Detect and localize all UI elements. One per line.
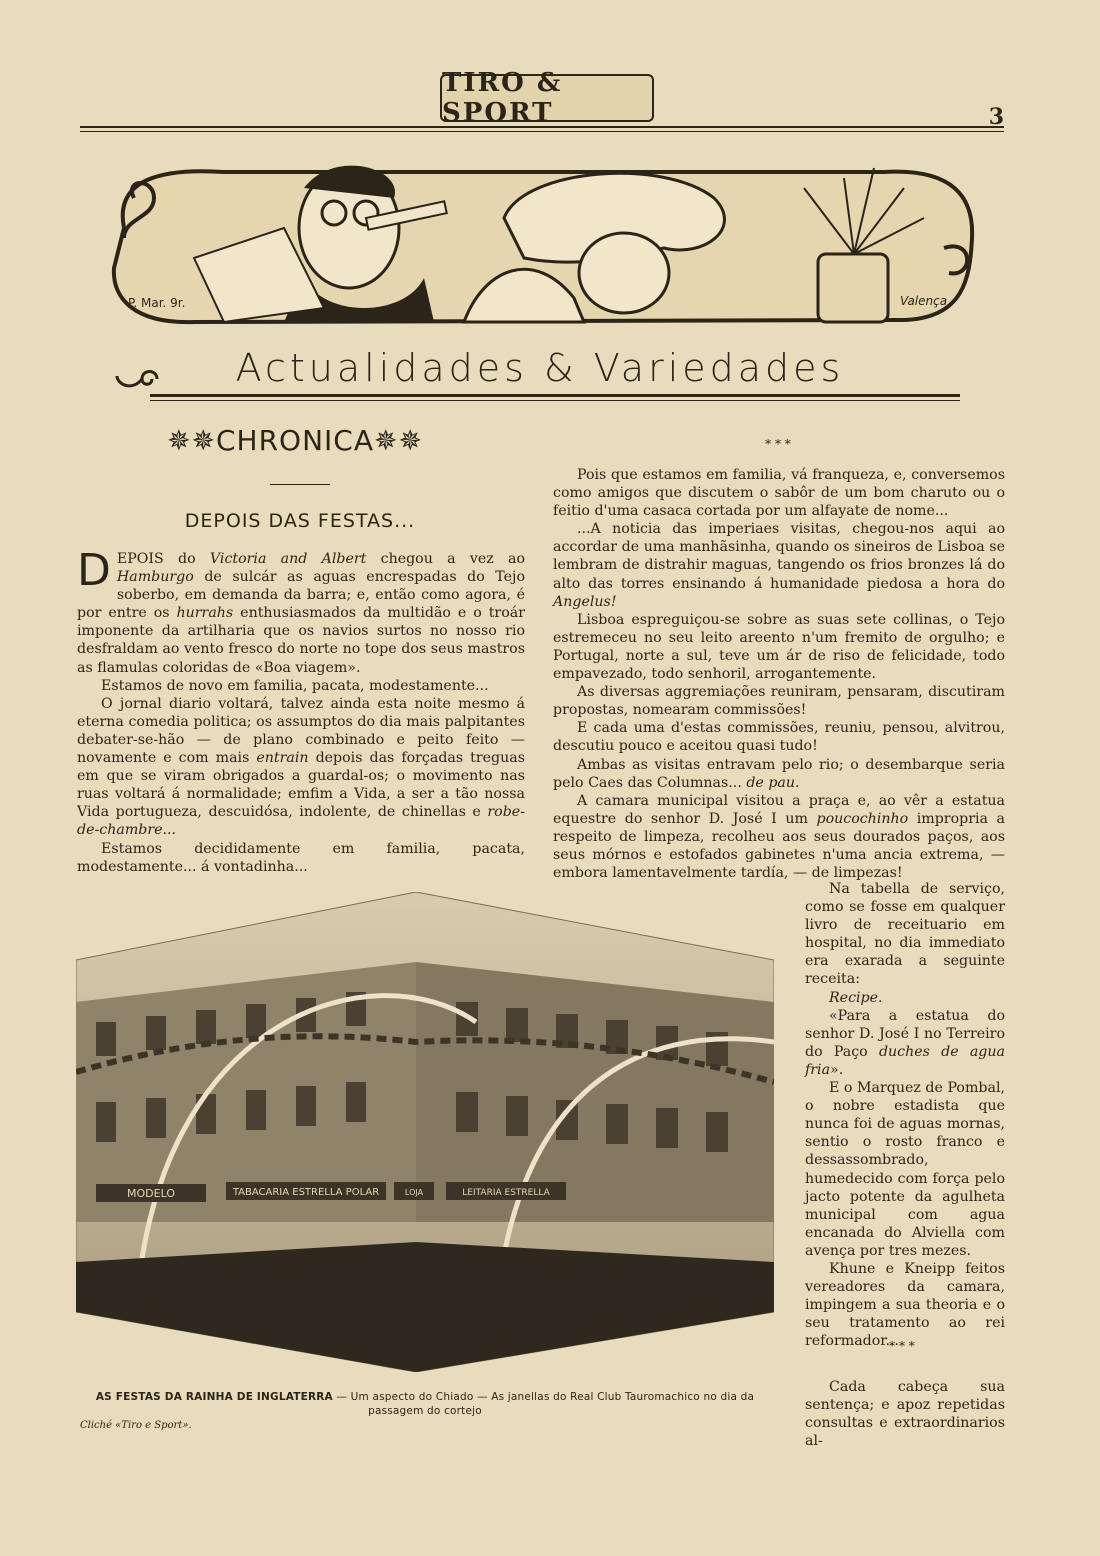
italic-text: duches de agua fria	[805, 1043, 1005, 1078]
header-rule-thin	[80, 131, 1004, 132]
artist-signature-left: P. Mar. 9r.	[128, 296, 186, 310]
swirl-ornament-icon	[112, 364, 162, 394]
section-rule	[150, 394, 960, 397]
asterism: * * *	[765, 437, 791, 451]
paragraph: Cada cabeça sua sentença; e apoz repetidas consultas e extraordinarios al-	[805, 1379, 1005, 1450]
paragraph: E o Marquez de Pombal, o nobre estadista que nunca foi de aguas mornas, sentio o rosto franco e dessassombrado, humedecido com força pelo jacto potente da agulheta municipal com agua encanada do Alviella com avença por tres mezes.	[805, 1080, 1005, 1259]
paragraph: E cada uma d'estas commissões, reuniu, pensou, alvitrou, descutiu pouco e aceitou quasi tudo!	[553, 720, 1005, 755]
text: impropria a respeito de limpeza, recolheu aos seus dourados paços, aos seus mórnos e estofados gabinetes n'uma ancia extrema, — embora lamentavelmente tardía, — de limpezas!	[553, 810, 1006, 882]
paragraph: As diversas aggremiações reuniram, pensaram, discutiram propostas, nomearam commissões!	[553, 684, 1005, 719]
italic-text: Victoria and Albert	[209, 551, 367, 567]
italic-text: robe-de-chambre...	[77, 804, 525, 839]
right-column-text	[553, 466, 1005, 882]
shop-sign: LOJA	[404, 1188, 424, 1197]
text: A camara municipal visitou a praça e, ao vêr a estatua equestre do senhor D. José I um	[553, 792, 1005, 827]
italic-text: Angelus!	[553, 593, 617, 610]
paragraph: Khune e Kneipp feitos vereadores da camara, impingem a sua theoria e o seu tratamento ao rei reformador...	[805, 1260, 1005, 1350]
italic-text: hurrahs	[176, 605, 234, 622]
italic-text: Recipe.	[829, 989, 883, 1006]
paragraph: Pois que estamos em familia, vá franqueza, e, conversemos como amigos que discutem o sabôr de um bom charuto ou o feitio d'uma casaca cortada por um alfayate de nome...	[553, 467, 1005, 520]
paragraph: Estamos de novo em familia, pacata, modestamente...	[101, 677, 489, 694]
street-photo	[76, 892, 774, 1372]
section-rule-thin	[150, 400, 960, 401]
page-number: 3	[988, 104, 1004, 130]
asterism: * * *	[889, 1339, 915, 1353]
section-title: Actualidades & Variedades	[235, 346, 845, 390]
paragraph	[77, 545, 525, 677]
text: do	[163, 551, 210, 567]
article-subheading: DEPOIS DAS FESTAS...	[184, 510, 416, 532]
paragraph	[553, 792, 1005, 882]
masthead-text: TIRO & SPORT	[442, 68, 563, 128]
paragraph	[805, 989, 1005, 1007]
text: ...A noticia das imperiaes visitas, chegou-nos aqui ao accordar de uma manhãsinha, quando os sineiros de Lisboa se lembram de distrahir maguas, tangendo os frios bronzes lá do alto das torres ensinando á humanidade piedosa a hora do	[553, 521, 1005, 592]
shop-sign: MODELO	[127, 1187, 175, 1200]
text: «Para a estatua do senhor D. José I no Terreiro do Paço	[805, 1007, 1005, 1060]
caption-text: — Um aspecto do Chiado — As janellas do Real Club Tauromachico no dia da passagem do cortejo	[332, 1391, 755, 1417]
heading-divider	[270, 484, 330, 485]
paragraph: Lisboa espreguiçou-se sobre as suas sete collinas, o Tejo estremeceu no seu leito areento n'um fremito de orgulho; e Portugal, norte a sul, teve um ár de riso de felicidade, todo empavezado, todo senhoril, arrogantemente.	[553, 611, 1005, 683]
drop-cap: D	[77, 545, 111, 596]
small-caps-text: EPOIS	[116, 551, 164, 567]
photo-caption	[76, 1390, 774, 1418]
banner-illustration	[104, 158, 980, 330]
text: chegou a vez ao	[366, 551, 525, 567]
italic-text: entrain	[256, 750, 309, 767]
left-column-text	[77, 545, 526, 876]
italic-text: Hamburgo	[116, 569, 194, 586]
paragraph	[77, 695, 525, 840]
italic-text: poucochinho	[816, 810, 909, 827]
caption-title: AS FESTAS DA RAINHA DE INGLATERRA	[95, 1391, 333, 1403]
text: Ambas as visitas entravam pelo rio; o desembarque seria pelo Caes das Columnas...	[553, 756, 1005, 791]
paragraph: Estamos decididamente em familia, pacata, modestamente... á vontadinha...	[77, 840, 525, 875]
header-rule	[80, 126, 1004, 128]
text: O jornal diario voltará, talvez ainda esta noite mesmo á eterna comedia politica; os assumptos do dia mais palpitantes debater-se-hão — de plano combinado e peito feito — novamente e com mais	[77, 695, 525, 767]
chronica-heading: ✵✵CHRONICA✵✵	[167, 424, 423, 457]
paragraph: Na tabella de serviço, como se fosse em qualquer livro de receituario em hospital, no dia immediato era exarada a seguinte receita:	[805, 881, 1005, 988]
text: depois das forçadas treguas em que se viram obrigados a guardal-os; o movimento nas ruas voltará á normalidade; emfim a Vida, a ser a tão nossa Vida portugueza, descuidósa, indolente, de chinellas e	[77, 750, 526, 821]
photo-credit: Cliché «Tiro e Sport».	[80, 1420, 192, 1431]
paragraph	[553, 756, 1005, 792]
narrow-column-text	[805, 880, 1005, 1353]
shop-sign: TABACARIA ESTRELLA POLAR	[232, 1187, 380, 1198]
narrow-column-continuation	[805, 1378, 1005, 1450]
shop-sign: LEITARIA ESTRELLA	[462, 1188, 550, 1198]
text: de sulcár as aguas encrespadas do Tejo soberbo, em demanda da barra; e, então como agora, é por entre os	[77, 569, 525, 622]
paragraph	[805, 1007, 1005, 1079]
paragraph	[553, 520, 1005, 610]
masthead-logo	[440, 68, 654, 128]
italic-text: de pau.	[746, 774, 800, 791]
text: ».	[830, 1061, 844, 1078]
artist-signature-right: Valença	[900, 294, 948, 308]
text: enthusiasmados da multidão e o troár imponente da artilharia que os navios surtos no nosso rio desfraldam ao vento fresco do norte no tope dos seus mastros as flamulas coloridas de «Boa viagem».	[77, 605, 525, 676]
